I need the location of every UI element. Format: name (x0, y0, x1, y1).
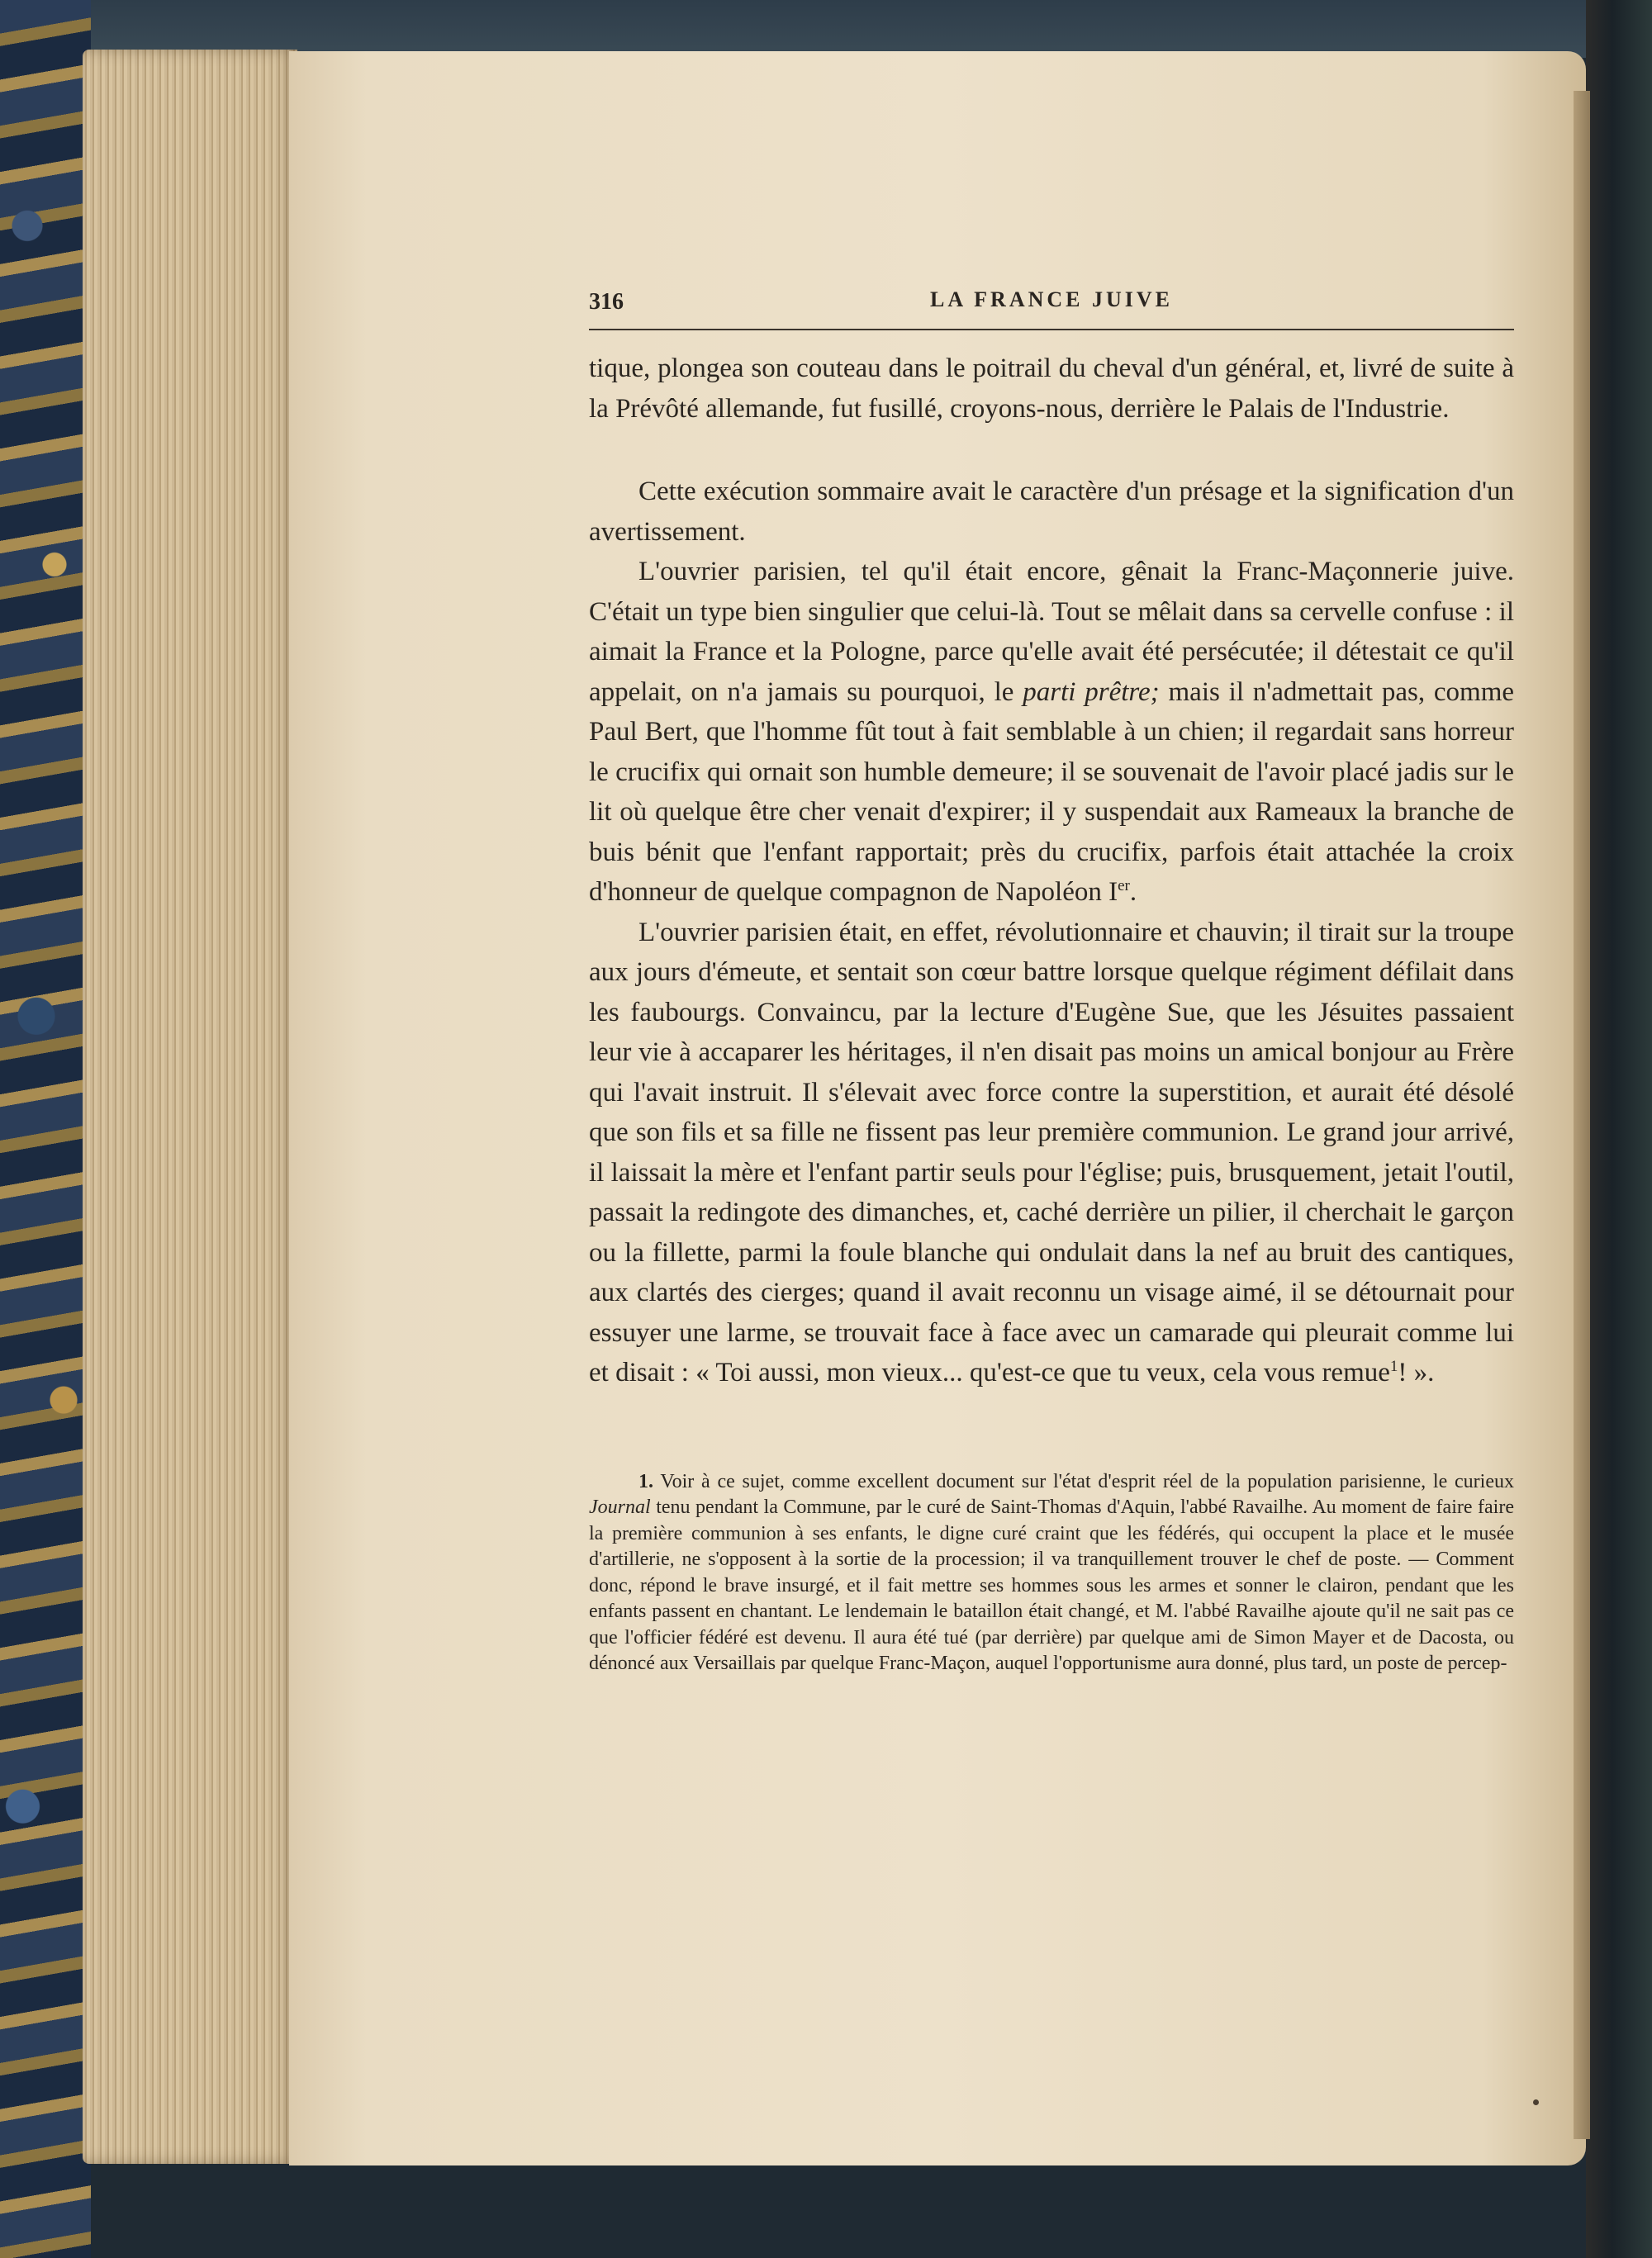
paragraph-2: Cette exécution sommaire avait le caractère d'un présage et la signification d'un avertissement. (589, 477, 1514, 547)
paragraph-3-superscript: er (1118, 877, 1130, 894)
footnote-text-a: Voir à ce sujet, comme excellent document sur l'état d'esprit réel de la population parisienne, le curieux (660, 1470, 1514, 1492)
paragraph-4-end: ! ». (1398, 1358, 1435, 1388)
footnote (589, 1469, 1514, 1677)
page-fore-edge (1574, 91, 1590, 2139)
footnote-reference: 1 (1389, 1358, 1398, 1375)
footnote-italic: Journal (589, 1497, 651, 1518)
paragraph-4 (589, 913, 1514, 1393)
footnote-marker: 1. (638, 1470, 653, 1492)
page-number: 316 (589, 289, 624, 315)
paragraph-3-end: . (1129, 877, 1137, 907)
book-cover-right (1586, 0, 1652, 2258)
page-content (589, 281, 1514, 1677)
paragraph-3 (589, 552, 1514, 913)
body-text (589, 349, 1514, 1393)
paragraph-1: tique, plongea son couteau dans le poitrail du cheval d'un général, et, livré de suite à la Prévôté allemande, fut fusillé, croyons-nous, derrière le Palais de l'Industrie. (589, 353, 1514, 424)
running-head (589, 281, 1514, 330)
ink-speck (1533, 2099, 1539, 2105)
page-edges (83, 50, 297, 2164)
marbled-cover (0, 0, 91, 2258)
footnote-text-b: tenu pendant la Commune, par le curé de Saint-Thomas d'Aquin, l'abbé Ravailhe. Au moment de faire faire la première communion à ses enfants, le digne curé craint que les fédérés, qui occupent la place et le musée d'artillerie, ne s'opposent à la sortie de la procession; il va tranquillement trouver le chef de poste. — Comment donc, répond le brave insurgé, et il fait mettre ses hommes sous les armes et sonner le clairon, pendant que les enfants passent en chantant. Le lendemain le bataillon était changé, et M. l'abbé Ravailhe ajoute qu'il ne sait pas ce que l'officier fédéré est devenu. Il aura été tué (par derrière) par quelque ami de Simon Mayer et de Dacosta, ou dénoncé aux Versaillais par quelque Franc-Maçon, auquel l'opportunisme aura donné, plus tard, un poste de percep- (589, 1497, 1514, 1674)
running-title: LA FRANCE JUIVE (929, 287, 1174, 311)
paragraph-4-text: L'ouvrier parisien était, en effet, révolutionnaire et chauvin; il tirait sur la troupe aux jours d'émeute, et sentait son cœur battre lorsque quelque régiment défilait dans les faubourgs. Convaincu, par la lecture d'Eugène Sue, que les Jésuites passaient leur vie à accaparer les héritages, il n'en disait pas moins un amical bonjour au Frère qui l'avait instruit. Il s'élevait avec force contre la superstition, et aurait été désolé que son fils et sa fille ne fissent pas leur première communion. Le grand jour arrivé, il laissait la mère et l'enfant partir seuls pour l'église; puis, brusquement, jetait l'outil, passait la redingote des dimanches, et, caché derrière un pilier, il cherchait le garçon ou la fillette, parmi la foule blanche qui ondulait dans la nef au bruit des cantiques, aux clartés des cierges; quand il avait reconnu un visage aimé, il se détournait pour essuyer une larme, se trouvait face à face avec un camarade qui pleurait comme lui et disait : « Toi aussi, mon vieux... qu'est-ce que tu veux, cela vous remue (589, 917, 1514, 1388)
paragraph-3-text-a: L'ouvrier parisien, tel qu'il était encore, gênait la Franc-Maçonnerie juive. C'était un type bien singulier que celui-là. Tout se mêlait dans sa cervelle confuse : il aimait la France et la Pologne, parce qu'elle avait été persécutée; il détestait ce qu'il appelait, on n'a jamais su pourquoi, le (589, 557, 1514, 707)
paragraph-3-italic: parti prêtre; (1023, 676, 1160, 707)
paragraph-3-text-b: mais il n'admettait pas, comme Paul Bert, que l'homme fût tout à fait semblable à un chien; il regardait sans horreur le crucifix qui ornait son humble demeure; il se souvenait de l'avoir placé jadis sur le lit où quelque être cher venait d'expirer; il y suspendait aux Rameaux la branche de buis bénit que l'enfant rapportait; près du crucifix, parfois était attachée la croix d'honneur de quelque compagnon de Napoléon I (589, 676, 1515, 907)
